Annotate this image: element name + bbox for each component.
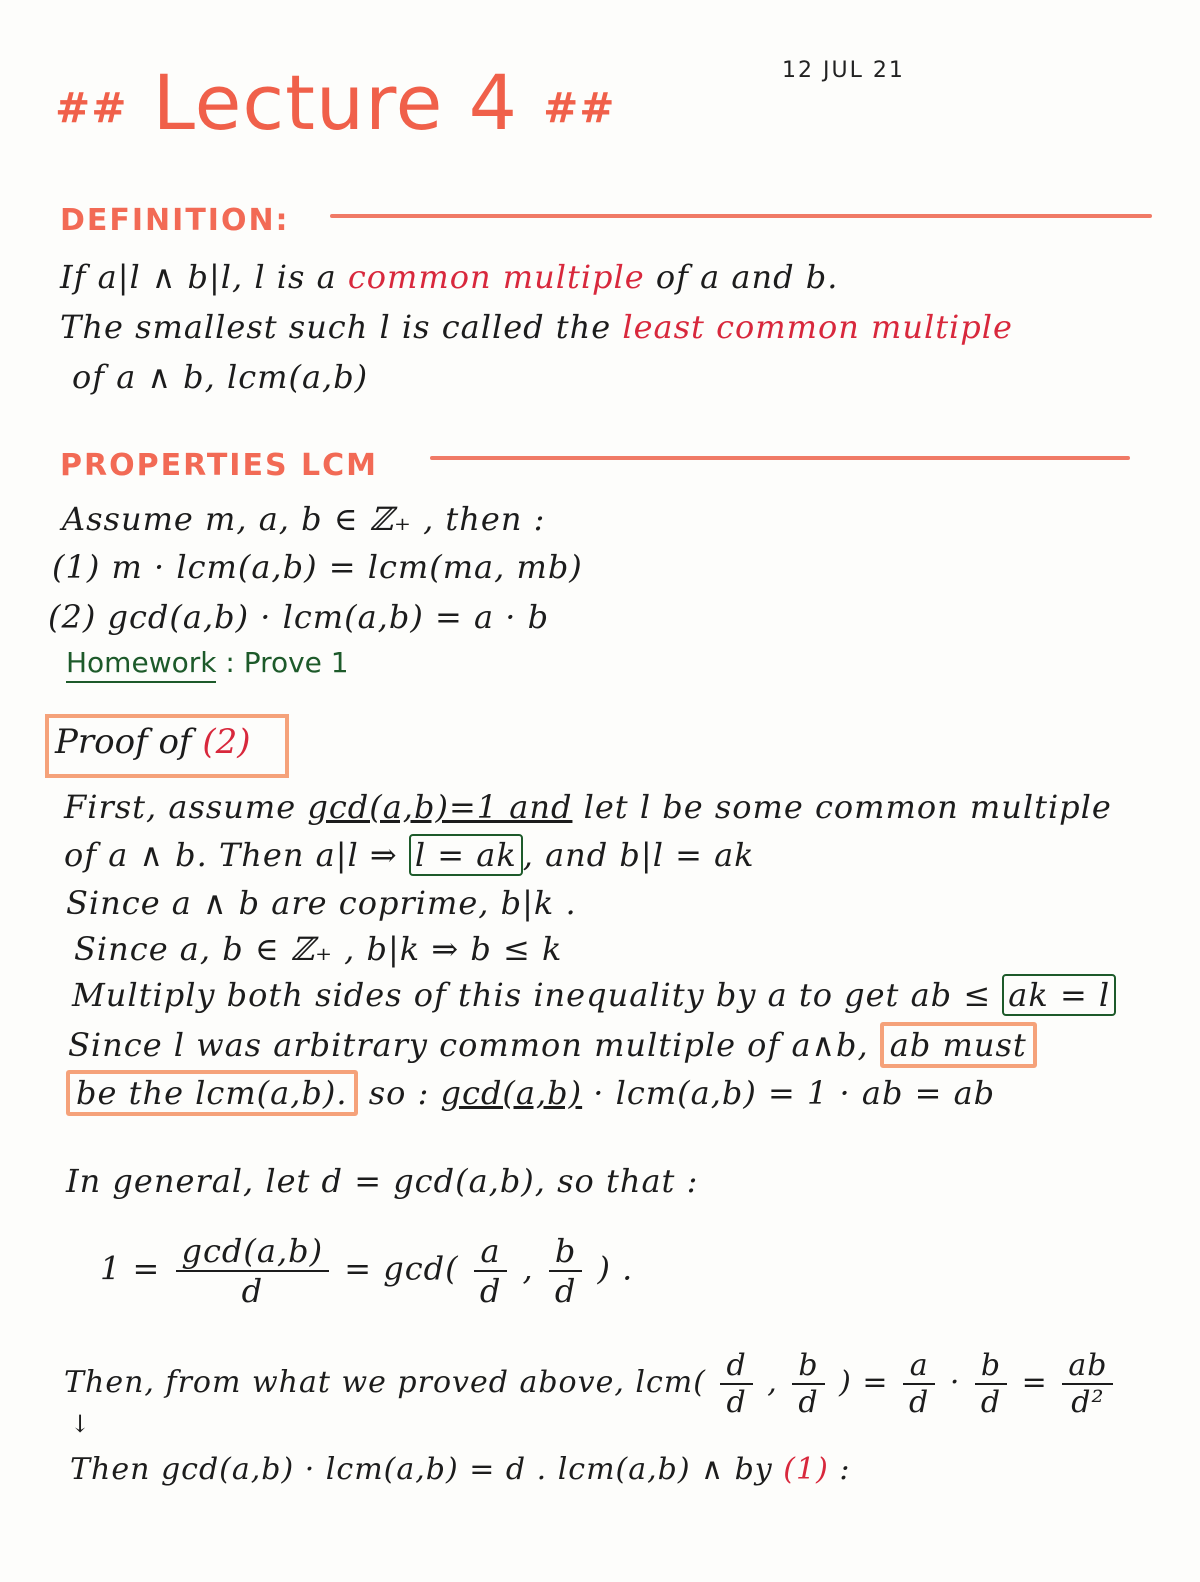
frac-dd-den: d bbox=[726, 1385, 747, 1420]
general-eq-mid: = gcd( bbox=[344, 1249, 459, 1288]
frac-abd2-num: ab bbox=[1062, 1348, 1113, 1385]
frac-bd-num: b bbox=[792, 1348, 824, 1385]
title-hash-right: ## bbox=[543, 83, 616, 133]
frac-b-num: b bbox=[549, 1232, 582, 1272]
frac-a-num: a bbox=[474, 1232, 507, 1272]
homework-label: Homework bbox=[66, 646, 216, 683]
then-line-1 bbox=[64, 1348, 1117, 1420]
proof-line-1 bbox=[64, 788, 1112, 826]
properties-rule bbox=[430, 456, 1130, 460]
definition-line-1 bbox=[60, 258, 838, 296]
proof-line-2-a: of a ∧ b. Then a|l ⇒ bbox=[64, 836, 409, 874]
frac-gcd-over-d bbox=[176, 1232, 330, 1310]
frac-dd-num: d bbox=[720, 1348, 752, 1385]
definition-line-1-text: If a|l ∧ b|l, l is a bbox=[60, 258, 348, 296]
definition-line-2-text: The smallest such l is called the bbox=[60, 308, 623, 346]
frac-a-den: d bbox=[479, 1272, 502, 1310]
title-text: Lecture 4 bbox=[152, 58, 518, 147]
general-eq-comma: , bbox=[522, 1249, 534, 1288]
down-arrow-icon: ↓ bbox=[70, 1410, 92, 1438]
general-eq-lhs: 1 = bbox=[100, 1249, 161, 1288]
proof-line-2 bbox=[64, 836, 755, 874]
frac-ab-over-d2 bbox=[1062, 1348, 1113, 1420]
highlight-be-the-lcm: be the lcm(a,b). bbox=[66, 1070, 358, 1116]
proof-line-4: Since a, b ∈ ℤ₊ , b|k ⇒ b ≤ k bbox=[74, 930, 563, 968]
proof-line-7-gcd: gcd(a,b) bbox=[440, 1074, 583, 1112]
proof-line-7-end: · lcm(a,b) = 1 · ab = ab bbox=[582, 1074, 996, 1112]
then-line-1-comma: , bbox=[767, 1365, 778, 1400]
proof-title-number: (2) bbox=[202, 722, 251, 762]
frac-abd2-den: d² bbox=[1071, 1385, 1105, 1420]
definition-line-2 bbox=[60, 308, 1013, 346]
property-1: (1) m · lcm(a,b) = lcm(ma, mb) bbox=[52, 548, 583, 586]
frac-bd2-den: d bbox=[980, 1385, 1002, 1420]
frac-bd-den: d bbox=[798, 1385, 819, 1420]
proof-line-5-a: Multiply both sides of this inequality by a to get ab ≤ bbox=[72, 976, 1003, 1014]
frac-b-den: d bbox=[554, 1272, 577, 1310]
term-least-common-multiple: least common multiple bbox=[622, 308, 1013, 346]
proof-line-7-so: so : bbox=[357, 1074, 441, 1112]
proof-line-5 bbox=[72, 976, 1116, 1014]
frac-gcd-num: gcd(a,b) bbox=[176, 1232, 330, 1272]
then-line-2 bbox=[70, 1452, 850, 1487]
proof-line-6-a: Since l was arbitrary common multiple of a∧b, bbox=[68, 1026, 880, 1064]
proof-line-1-c: let l be some common multiple bbox=[572, 788, 1112, 826]
frac-ad bbox=[903, 1348, 935, 1420]
date-stamp: 12 JUL 21 bbox=[782, 58, 905, 83]
proof-line-7 bbox=[66, 1074, 995, 1112]
then-line-2-end: : bbox=[828, 1452, 851, 1487]
then-line-1-close: ) = bbox=[839, 1365, 889, 1400]
proof-title bbox=[55, 722, 251, 762]
homework-note bbox=[66, 646, 349, 679]
term-common-multiple: common multiple bbox=[347, 258, 645, 296]
highlight-ab-must: ab must bbox=[880, 1022, 1037, 1068]
frac-b-over-d bbox=[549, 1232, 582, 1310]
then-line-2-ref: (1) bbox=[783, 1452, 829, 1487]
frac-bd bbox=[792, 1348, 824, 1420]
general-equation bbox=[100, 1232, 633, 1310]
boxed-ak-equals-l: ak = l bbox=[1002, 974, 1116, 1016]
frac-ad-num: a bbox=[903, 1348, 935, 1385]
frac-ad-den: d bbox=[909, 1385, 930, 1420]
then-line-1-eq: = bbox=[1021, 1365, 1048, 1400]
proof-line-6 bbox=[68, 1026, 1037, 1064]
definition-heading: DEFINITION: bbox=[60, 203, 290, 238]
definition-line-1-end: of a and b. bbox=[644, 258, 839, 296]
proof-title-text: Proof of bbox=[55, 722, 203, 762]
then-line-2-text: Then gcd(a,b) · lcm(a,b) = d . lcm(a,b) ∧ by bbox=[70, 1452, 784, 1487]
homework-text: : Prove 1 bbox=[216, 646, 349, 679]
then-line-1-dot: · bbox=[949, 1365, 961, 1400]
then-line-1-text: Then, from what we proved above, lcm( bbox=[64, 1365, 706, 1400]
proof-line-1-underlined: gcd(a,b)=1 and bbox=[307, 788, 573, 826]
boxed-l-equals-ak: l = ak bbox=[409, 834, 523, 876]
frac-bd2-num: b bbox=[975, 1348, 1007, 1385]
frac-a-over-d bbox=[474, 1232, 507, 1310]
definition-rule bbox=[330, 214, 1152, 218]
definition-line-3: of a ∧ b, lcm(a,b) bbox=[72, 358, 369, 396]
frac-d-over-d bbox=[720, 1348, 752, 1420]
page-title bbox=[55, 58, 616, 147]
property-2: (2) gcd(a,b) · lcm(a,b) = a · b bbox=[48, 598, 550, 636]
proof-line-3: Since a ∧ b are coprime, b|k . bbox=[66, 884, 577, 922]
frac-gcd-den: d bbox=[241, 1272, 264, 1310]
frac-bd-2 bbox=[975, 1348, 1007, 1420]
proof-line-1-a: First, assume bbox=[64, 788, 308, 826]
proof-line-2-c: , and b|l = ak bbox=[522, 836, 755, 874]
properties-assume: Assume m, a, b ∈ ℤ₊ , then : bbox=[62, 500, 546, 538]
general-intro: In general, let d = gcd(a,b), so that : bbox=[66, 1162, 699, 1200]
title-hash-left: ## bbox=[55, 83, 128, 133]
properties-heading: PROPERTIES LCM bbox=[60, 448, 378, 483]
general-eq-end: ) . bbox=[597, 1249, 634, 1288]
